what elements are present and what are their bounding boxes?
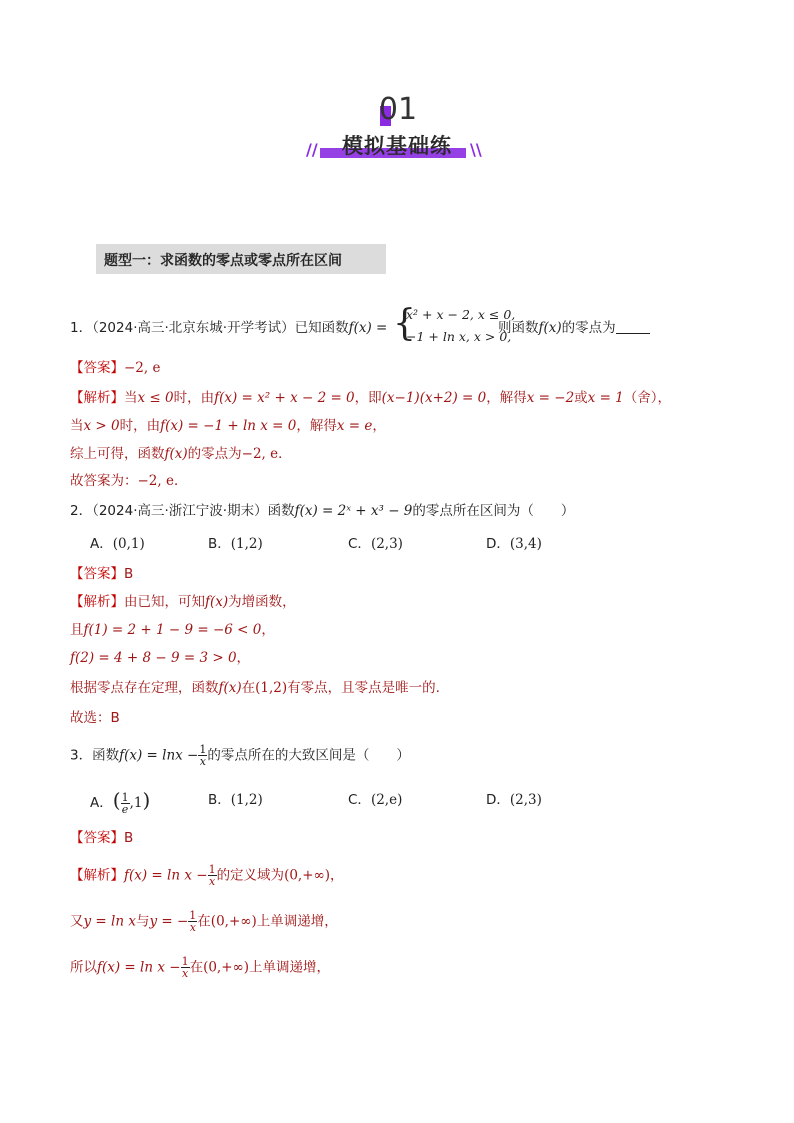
q1-answer-blank bbox=[616, 319, 650, 334]
answer-label: 【答案】 bbox=[70, 360, 124, 376]
q1-stem-suffix: 则函数f(x)的零点为 bbox=[498, 318, 650, 338]
q3-option-a: A．( $\frac{1}{e}$ ,1) bbox=[90, 788, 151, 816]
q2-analysis-line-3: f(2) = 4 + 8 − 9 = 3 > 0， bbox=[70, 650, 251, 666]
q1-analysis-line-3: 综上可得，函数f(x)的零点为−2, e． bbox=[70, 446, 292, 462]
q2-option-d: D．(3,4) bbox=[486, 536, 542, 552]
page-title: 模拟基础练 bbox=[342, 134, 452, 158]
q2-analysis-line-5: 故选：B bbox=[70, 710, 120, 726]
slash-decoration-right: \\ bbox=[470, 140, 482, 159]
q1-answer bbox=[70, 358, 160, 378]
q1-analysis-line-4: 故答案为：−2, e． bbox=[70, 473, 188, 489]
analysis-label: 【解析】 bbox=[70, 390, 124, 406]
q2-option-c: C．(2,3) bbox=[348, 536, 403, 552]
q1-brace: { bbox=[393, 303, 416, 344]
q3-fraction: $\frac{1}{x}$ bbox=[199, 743, 207, 768]
q3-option-c: C．(2,e) bbox=[348, 792, 403, 808]
chapter-number: 01 bbox=[378, 92, 418, 127]
q3-option-b: B．(1,2) bbox=[208, 792, 263, 808]
q2-answer: 【答案】B bbox=[70, 566, 134, 582]
q3-analysis-line-2: 又y = ln x与y = − $\frac{1}{x}$ 在(0,+∞)上单调递增， bbox=[70, 909, 338, 934]
q2-answer-value: B bbox=[124, 566, 134, 582]
q1-case-1: x² + x − 2, x ≤ 0, bbox=[406, 307, 516, 322]
q2-analysis-line-4: 根据零点存在定理，函数f(x)在(1,2)有零点，且零点是唯一的. bbox=[70, 680, 440, 696]
slash-decoration-left: // bbox=[306, 140, 318, 159]
q2-option-a: A．(0,1) bbox=[90, 536, 145, 552]
q3-analysis-line-3: 所以f(x) = ln x − $\frac{1}{x}$ 在(0,+∞)上单调递增， bbox=[70, 955, 331, 980]
q3-answer: 【答案】B bbox=[70, 830, 134, 846]
q3-stem: 3．函数f(x) = lnx − $\frac{1}{x}$ 的零点所在的大致区间是（ ） bbox=[70, 743, 410, 768]
q2-analysis-line-2: 且f(1) = 2 + 1 − 9 = −6 < 0， bbox=[70, 622, 275, 638]
q2-stem: 2．（2024·高三·浙江宁波·期末）函数f(x) = 2ˣ + x³ − 9的零点所在区间为（ ） bbox=[70, 503, 575, 519]
q2-analysis-line-1: 【解析】由已知，可知f(x)为增函数， bbox=[70, 594, 296, 610]
q1-function-lhs: f(x) = bbox=[348, 320, 388, 336]
q1-stem bbox=[70, 318, 387, 338]
q1-answer-value: −2, e bbox=[124, 360, 161, 376]
q1-analysis-line-1: 【解析】当x ≤ 0时，由f(x) = x² + x − 2 = 0，即(x−1)(x+2) = 0，解得x = −2或x = 1（舍）， bbox=[70, 390, 672, 406]
q3-option-d: D．(2,3) bbox=[486, 792, 542, 808]
q1-case-2: −1 + ln x, x > 0, bbox=[406, 329, 512, 344]
q1-analysis-line-2: 当x > 0时，由f(x) = −1 + ln x = 0，解得x = e， bbox=[70, 418, 386, 434]
section-heading: 题型一：求函数的零点或零点所在区间 bbox=[104, 253, 342, 269]
q3-answer-value: B bbox=[124, 830, 134, 846]
q2-option-b: B．(1,2) bbox=[208, 536, 263, 552]
q1-stem-prefix: 1．（2024·高三·北京东城·开学考试）已知函数 bbox=[70, 320, 349, 336]
q3-analysis-line-1: 【解析】f(x) = ln x − $\frac{1}{x}$ 的定义域为(0,+∞)， bbox=[70, 863, 344, 888]
